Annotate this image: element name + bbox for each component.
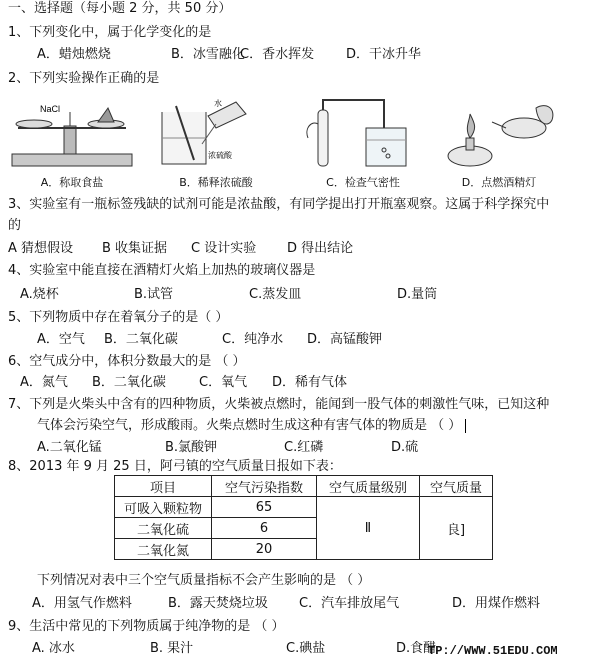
q1-option-d: D．干冰升华: [346, 47, 422, 62]
table-cell-item: 二氧化硫: [115, 518, 212, 539]
question-5-stem: 5、下列物质中存在着氧分子的是（ ）: [8, 310, 229, 325]
q7-option-b: B.氯酸钾: [165, 440, 218, 455]
q4-option-a: A.烧杯: [20, 287, 59, 302]
q8-option-d: D．用煤作燃料: [452, 596, 541, 611]
q6-option-a: A．氮气: [20, 375, 68, 390]
table-header-item: 项目: [115, 476, 212, 497]
question-4-stem: 4、实验室中能直接在酒精灯火焰上加热的玻璃仪器是: [8, 263, 316, 278]
table-header-quality: 空气质量: [420, 476, 493, 497]
q9-option-a: A. 冰水: [32, 641, 75, 656]
air-quality-table: [114, 475, 493, 560]
q1-option-c: C．香水挥发: [240, 47, 315, 62]
balance-illustration: [8, 98, 136, 172]
alcohol-lamp-illustration: [436, 98, 562, 172]
q3-option-b: B 收集证据: [102, 241, 168, 256]
q6-option-d: D．稀有气体: [272, 375, 348, 390]
question-1-stem: 1、下列变化中，属于化学变化的是: [8, 25, 212, 40]
table-cell-level: Ⅱ: [317, 497, 420, 560]
question-7-stem-cont-text: 气体会污染空气，形成酸雨。火柴点燃时生成这种有害气体的物质是 （ ）: [37, 418, 462, 433]
table-row: [115, 497, 493, 518]
q8-option-c: C．汽车排放尾气: [299, 596, 400, 611]
table-cell-index: 20: [212, 539, 317, 560]
question-9-stem: 9、生活中常见的下列物质属于纯净物的是 （ ）: [8, 619, 285, 634]
q5-option-c: C．纯净水: [222, 332, 284, 347]
table-header-index: 空气污染指数: [212, 476, 317, 497]
figure-b-label: B．稀释浓硫酸: [179, 176, 253, 189]
question-7-stem-cont: [37, 418, 466, 434]
question-3-stem: 3、实验室有一瓶标签残缺的试剂可能是浓盐酸，有同学提出打开瓶塞观察。这属于科学探究中: [8, 197, 550, 212]
table-cell-item: 二氧化氮: [115, 539, 212, 560]
q6-option-c: C．氧气: [199, 375, 248, 390]
table-cell-index: 65: [212, 497, 317, 518]
table-cell-quality: 良]: [420, 497, 493, 560]
q9-option-b: B. 果汁: [150, 641, 194, 656]
figure-a-label: A．称取食盐: [40, 176, 104, 189]
figure-c-label: C．检查气密性: [326, 176, 400, 189]
question-8-subquestion: 下列情况对表中三个空气质量指标不会产生影响的是 （ ）: [37, 573, 371, 588]
airtightness-illustration: [304, 98, 422, 172]
q5-option-a: A．空气: [37, 332, 85, 347]
q5-option-d: D．高锰酸钾: [307, 332, 383, 347]
q7-option-d: D.硫: [391, 440, 419, 455]
table-cell-item: 可吸入颗粒物: [115, 497, 212, 518]
q4-option-c: C.蒸发皿: [249, 287, 302, 302]
q7-option-c: C.红磷: [284, 440, 324, 455]
q3-option-c: C 设计实验: [191, 241, 257, 256]
q2-figure: [8, 98, 598, 190]
q9-option-c: C.碘盐: [286, 641, 326, 656]
q4-option-b: B.试管: [134, 287, 174, 302]
text-cursor: [465, 419, 466, 433]
section-title: 一、选择题（每小题 2 分，共 50 分）: [8, 1, 232, 16]
table-header-row: [115, 476, 493, 497]
question-8-stem: 8、2013 年 9 月 25 日，阿弓镇的空气质量日报如下表：: [8, 459, 342, 474]
q3-option-d: D 得出结论: [287, 241, 354, 256]
q4-option-d: D.量筒: [397, 287, 438, 302]
q9-option-d: D.食醋: [396, 641, 437, 656]
acid-label: 浓硫酸: [208, 151, 232, 160]
nacl-label: NaCl: [40, 104, 61, 114]
q5-option-b: B．二氧化碳: [104, 332, 178, 347]
q8-option-b: B．露天焚烧垃圾: [168, 596, 268, 611]
question-7-stem: 7、下列是火柴头中含有的四种物质，火柴被点燃时，能闻到一股气体的刺激性气味，已知这种: [8, 397, 550, 412]
q6-option-b: B．二氧化碳: [92, 375, 166, 390]
watermark: TP://WWW.51EDU.COM: [428, 644, 558, 658]
figure-b-dilution: [156, 98, 276, 190]
q1-option-b: B．冰雪融化: [171, 47, 245, 62]
figure-d-label: D．点燃酒精灯: [461, 176, 537, 189]
q8-option-a: A．用氢气作燃料: [32, 596, 132, 611]
figure-d-alcohol-lamp: [436, 98, 562, 190]
water-label: 水: [214, 99, 222, 108]
q3-option-a: A 猜想假设: [8, 241, 74, 256]
question-6-stem: 6、空气成分中，体积分数最大的是 （ ）: [8, 354, 246, 369]
table-cell-index: 6: [212, 518, 317, 539]
figure-c-airtightness: [304, 98, 422, 190]
q7-option-a: A.二氧化锰: [37, 440, 102, 455]
figure-a-balance: [8, 98, 136, 190]
dilution-illustration: [156, 98, 276, 172]
question-3-stem-cont: 的: [8, 218, 22, 233]
table-header-level: 空气质量级别: [317, 476, 420, 497]
question-2-stem: 2、下列实验操作正确的是: [8, 71, 160, 86]
q1-option-a: A．蜡烛燃烧: [37, 47, 111, 62]
